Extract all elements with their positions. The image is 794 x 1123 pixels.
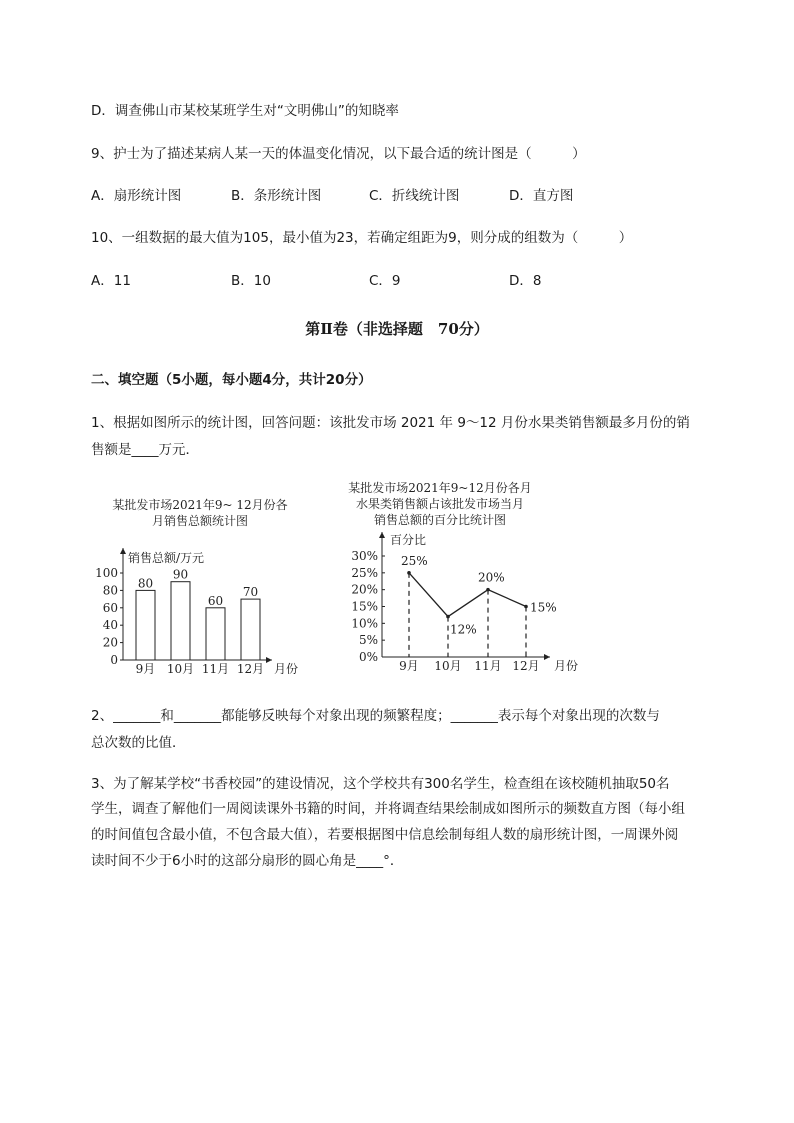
bar	[171, 582, 190, 660]
line-chart-title-line2: 水果类销售额占该批发市场当月	[355, 497, 524, 511]
line-y-axis-arrow	[379, 532, 385, 538]
line-point	[486, 588, 490, 592]
line-chart	[340, 528, 600, 685]
fill1-line2: 售额是____万元．	[91, 442, 199, 458]
fill2-line2: 总次数的比值．	[91, 735, 186, 751]
q8-option-d: D．调查佛山市某校某班学生对“文明佛山”的知晓率	[91, 103, 399, 119]
q9-option-b: B．条形统计图	[231, 188, 322, 204]
fill3-line4: 读时间不少于6小时的这部分扇形的圆心角是____°．	[91, 853, 404, 869]
section2-heading: 二、填空题（5小题，每小题4分，共计20分）	[91, 372, 372, 388]
bar-chart-title-line1: 某批发市场2021年9~ 12月份各	[112, 498, 288, 512]
section2-title: 第Ⅱ卷（非选择题 70分）	[305, 320, 489, 338]
line-value-label: 20%	[478, 570, 505, 585]
line-value-label: 12%	[450, 622, 477, 637]
q10-option-d: D．8	[509, 273, 542, 289]
bar-value-label: 70	[242, 585, 259, 600]
bar-y-axis-label: 销售总额/万元	[128, 551, 205, 565]
fill3-line3: 的时间值包含最小值，不包含最大值），若要根据图中信息绘制每组人数的扇形统计图，一周课外阅	[91, 827, 679, 843]
line-y-axis-label: 百分比	[390, 533, 427, 547]
fill1-line1: 1、根据如图所示的统计图，回答问题：该批发市场 2021 年 9～12 月份水果类销售额最多月份的销	[91, 415, 690, 431]
bar-y-tick-label: 80	[102, 583, 118, 598]
bar-value-label: 90	[172, 567, 189, 582]
line-y-tick-label: 10%	[351, 616, 378, 631]
line-point	[446, 615, 450, 619]
line-x-axis-label: 月份	[554, 659, 579, 673]
line-category-label: 9月	[399, 659, 419, 673]
line-y-tick-label: 30%	[351, 549, 378, 563]
line-y-tick-label: 0%	[358, 650, 378, 664]
line-y-tick-label: 15%	[351, 599, 378, 614]
line-value-label: 25%	[401, 553, 428, 568]
q10-option-a: A．11	[91, 273, 131, 289]
line-y-tick-label: 20%	[351, 582, 378, 597]
line-chart-title	[340, 480, 540, 528]
line-x-axis-arrow	[544, 654, 550, 660]
q9-option-d: D．直方图	[509, 188, 574, 204]
q9-option-a: A．扇形统计图	[91, 188, 182, 204]
line-series	[409, 570, 526, 617]
line-point	[407, 571, 411, 575]
line-category-label: 11月	[474, 659, 502, 673]
line-y-tick-label: 25%	[351, 565, 378, 580]
q9-option-c: C．折线统计图	[369, 188, 460, 204]
bar-y-tick-label: 0	[110, 653, 118, 667]
bar-category-label: 11月	[201, 662, 230, 676]
bar-y-tick-label: 40	[102, 618, 118, 633]
bar-value-label: 80	[137, 576, 154, 591]
line-point	[524, 605, 528, 609]
bar-category-label: 9月	[135, 662, 156, 676]
q10-stem: 10、一组数据的最大值为105，最小值为23，若确定组距为9，则分成的组数为（ ）	[91, 230, 633, 246]
bar	[241, 599, 260, 660]
q9-stem: 9、护士为了描述某病人某一天的体温变化情况，以下最合适的统计图是（ ）	[91, 146, 586, 162]
line-value-label: 15%	[530, 600, 557, 615]
q10-option-c: C．9	[369, 273, 401, 289]
line-chart-title-line1: 某批发市场2021年9~12月份各月	[348, 481, 532, 495]
line-category-label: 10月	[434, 659, 462, 673]
fill3-line1: 3、为了解某学校“书香校园”的建设情况，这个学校共有300名学生，检查组在该校随机抽取50名	[91, 776, 670, 792]
fill2-line1: 2、_______和_______都能够反映每个对象出现的频繁程度；_______表示每个对象出现的次数与	[91, 708, 660, 724]
bar-chart-title-line2: 月销售总额统计图	[151, 514, 248, 528]
q10-option-b: B．10	[231, 273, 271, 289]
bar-x-axis-arrow	[266, 657, 272, 663]
bar-x-axis-label: 月份	[274, 662, 299, 676]
bar-value-label: 60	[207, 593, 224, 608]
bar-y-tick-label: 20	[102, 635, 118, 650]
bar	[206, 608, 225, 660]
bar-y-tick-label: 60	[102, 600, 118, 615]
bar-category-label: 10月	[166, 662, 195, 676]
bar-y-axis-arrow	[120, 548, 126, 554]
bar-category-label: 12月	[236, 662, 265, 676]
bar	[136, 590, 155, 660]
fill3-line2: 学生，调查了解他们一周阅读课外书籍的时间，并将调查结果绘制成如图所示的频数直方图（每小组	[91, 801, 685, 817]
line-chart-title-line3: 销售总额的百分比统计图	[373, 513, 506, 527]
line-category-label: 12月	[512, 659, 540, 673]
bar-chart-title	[100, 497, 300, 529]
bar-chart	[90, 540, 330, 685]
bar-y-tick-label: 100	[95, 566, 118, 580]
line-y-tick-label: 5%	[358, 633, 378, 648]
